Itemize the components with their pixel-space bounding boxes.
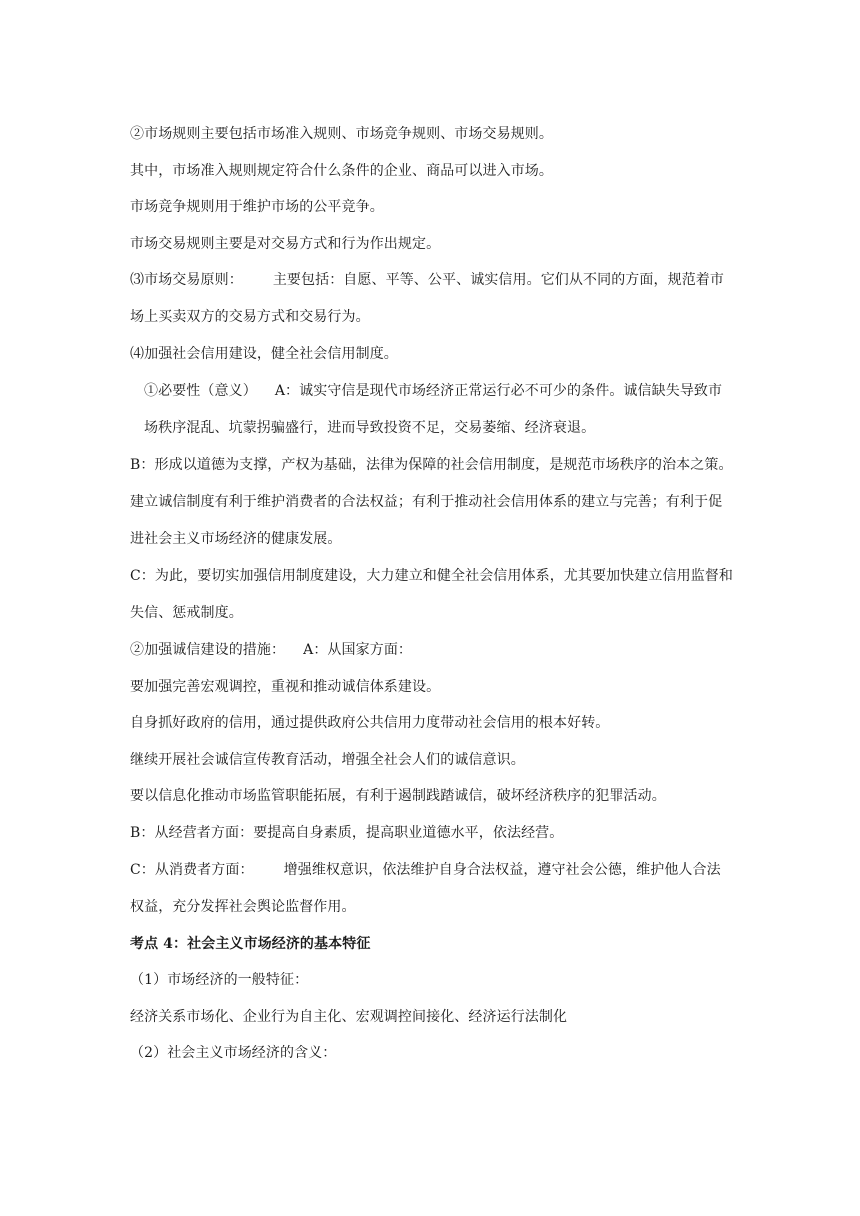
paragraph: [130, 852, 734, 926]
paragraph-text: A：诚实守信是现代市场经济正常运行必不可少的条件。诚信缺失导致市场秩序混乱、坑蒙拐骗盛行，进而导致投资不足，交易萎缩、经济衰退。: [144, 382, 723, 436]
paragraph-lead: C：从消费者方面：: [130, 861, 254, 878]
paragraph: 市场交易规则主要是对交易方式和行为作出规定。: [130, 235, 441, 252]
paragraph-lead: ②加强诚信建设的措施：: [130, 641, 286, 658]
paragraph: [130, 262, 734, 336]
paragraph: 其中，市场准入规则规定符合什么条件的企业、商品可以进入市场。: [130, 162, 553, 179]
paragraph: 要以信息化推动市场监管职能拓展，有利于遏制践踏诚信，破坏经济秩序的犯罪活动。: [130, 788, 666, 805]
paragraph: B：形成以道德为支撑，产权为基础，法律为保障的社会信用制度，是规范市场秩序的治本之策。: [130, 456, 733, 473]
paragraph-text: 主要包括：自愿、平等、公平、诚实信用。它们从不同的方面，规范着市场上买卖双方的交易方式和交易行为。: [130, 272, 725, 326]
paragraph: 建立诚信制度有利于维护消费者的合法权益；有利于推动社会信用体系的建立与完善；有利于促进社会主义市场经济的健康发展。: [130, 493, 723, 547]
paragraph: 经济关系市场化、企业行为自主化、宏观调控间接化、经济运行法制化: [130, 1008, 568, 1025]
paragraph: B：从经营者方面：要提高自身素质，提高职业道德水平，依法经营。: [130, 824, 564, 841]
paragraph-text: A：从国家方面：: [303, 641, 413, 658]
paragraph: ⑷加强社会信用建设，健全社会信用制度。: [130, 346, 398, 363]
paragraph: [130, 373, 734, 447]
document-body: [130, 116, 734, 1072]
section-heading: 考点 4：社会主义市场经济的基本特征: [130, 935, 371, 952]
paragraph-lead: ①必要性（意义）: [144, 382, 257, 399]
paragraph: [130, 632, 734, 669]
paragraph-lead: ⑶市场交易原则：: [130, 272, 243, 289]
paragraph-text: 增强维权意识，依法维护自身合法权益，遵守社会公德，维护他人合法权益，充分发挥社会舆论监督作用。: [130, 861, 721, 915]
paragraph: 要加强完善宏观调控，重视和推动诚信体系建设。: [130, 678, 441, 695]
subheading: （2）社会主义市场经济的含义：: [130, 1045, 337, 1062]
paragraph: 市场竞争规则用于维护市场的公平竞争。: [130, 199, 384, 216]
paragraph: 自身抓好政府的信用，通过提供政府公共信用力度带动社会信用的根本好转。: [130, 715, 610, 732]
paragraph: C：为此，要切实加强信用制度建设，大力建立和健全社会信用体系，尤其要加快建立信用监督和失信、惩戒制度。: [130, 567, 734, 621]
subheading: （1）市场经济的一般特征：: [130, 972, 309, 989]
paragraph: ②市场规则主要包括市场准入规则、市场竞争规则、市场交易规则。: [130, 126, 553, 142]
paragraph: 继续开展社会诚信宣传教育活动，增强全社会人们的诚信意识。: [130, 751, 525, 768]
